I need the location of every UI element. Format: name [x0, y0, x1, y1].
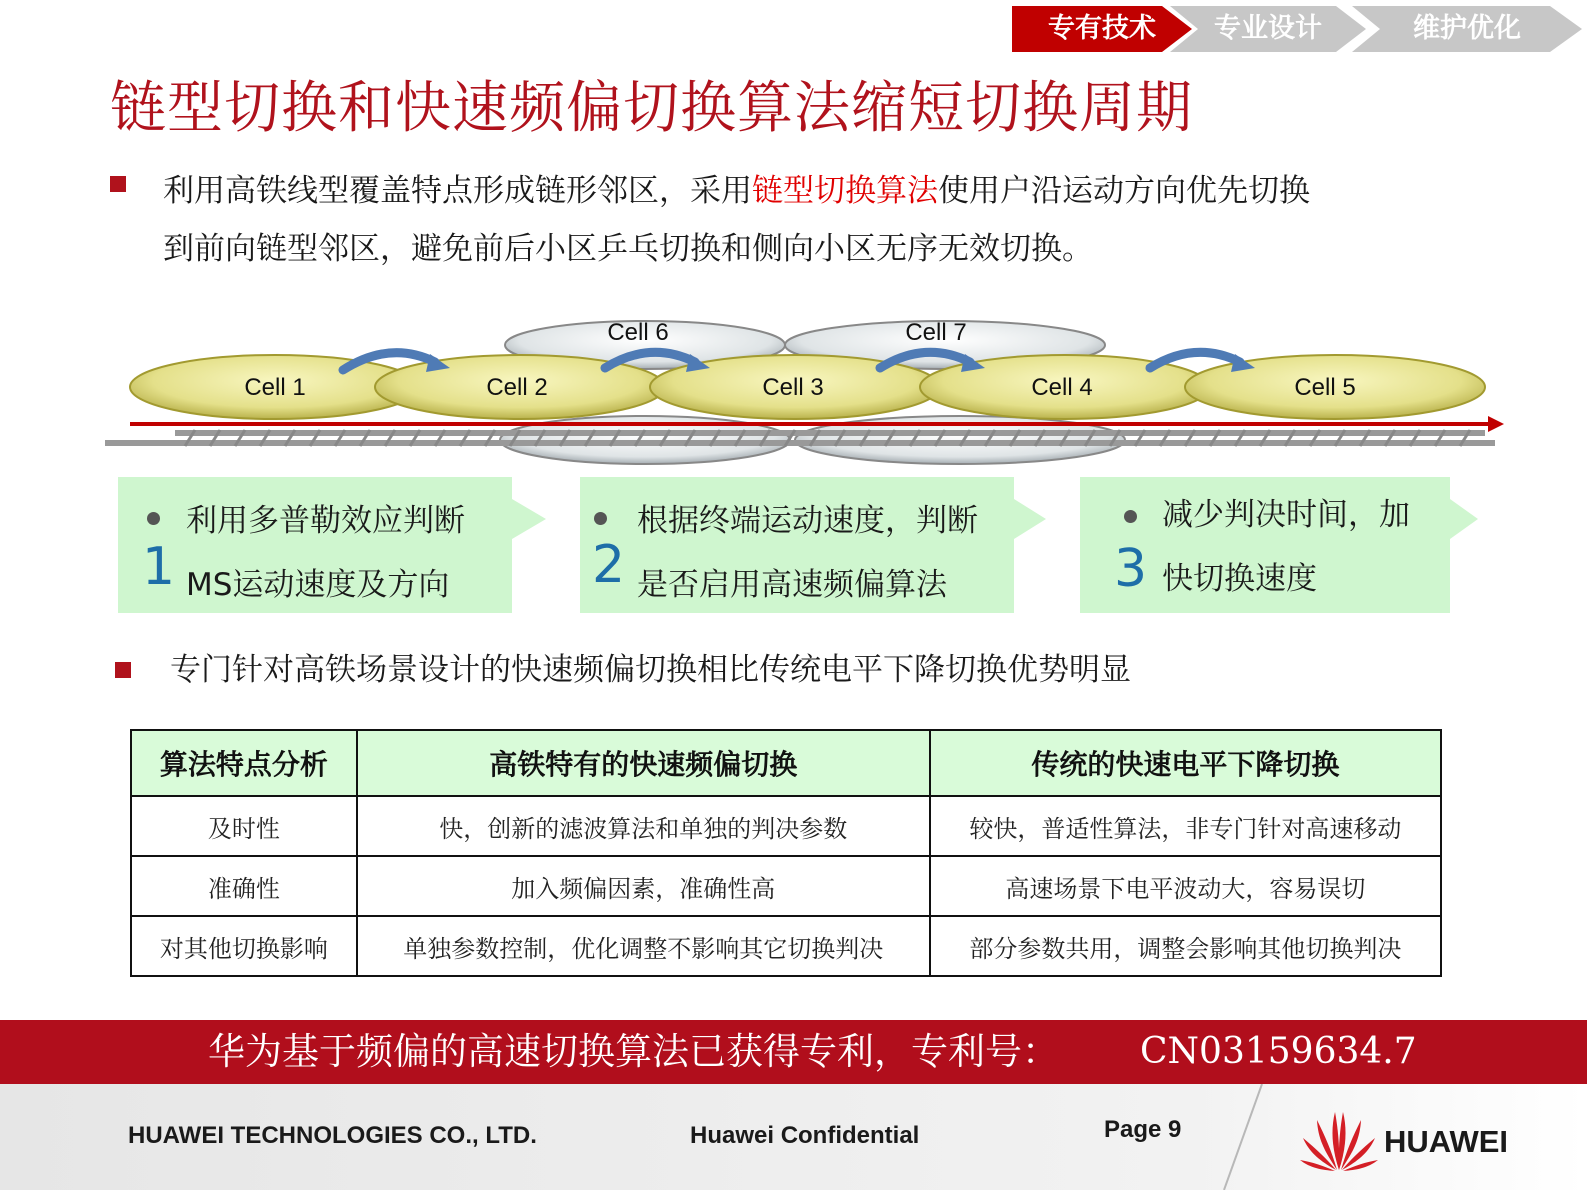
main-cell-label: Cell 4: [1031, 374, 1093, 401]
page-title: 链型切换和快速频偏切换算法缩短切换周期: [110, 76, 1193, 141]
step-number: 3: [1114, 539, 1148, 599]
main-cell-label: Cell 1: [244, 374, 306, 401]
breadcrumb-item-proprietary-tech: [1012, 6, 1192, 52]
footer-company: HUAWEI TECHNOLOGIES CO., LTD.: [128, 1122, 537, 1149]
bullet-comparison: 专门针对高铁场景设计的快速频偏切换相比传统电平下降切换优势明显: [170, 652, 1131, 688]
table-cell: 高速场景下电平波动大，容易误切: [930, 856, 1441, 916]
table-header: 算法特点分析: [131, 730, 357, 796]
table-row: [131, 856, 1441, 916]
step-line: 是否启用高速频偏算法: [637, 567, 947, 603]
chain-cell-diagram: [100, 300, 1520, 480]
step-3: [1080, 477, 1480, 613]
comparison-table: [130, 729, 1442, 977]
table-cell: 及时性: [131, 796, 357, 856]
huawei-logo-text: HUAWEI: [1384, 1124, 1508, 1159]
step-number: 2: [592, 535, 626, 595]
main-cell-label: Cell 2: [486, 374, 548, 401]
table-cell: 部分参数共用，调整会影响其他切换判决: [930, 916, 1441, 976]
breadcrumb-item-maintenance: [1352, 6, 1582, 52]
main-cell-label: Cell 3: [762, 374, 824, 401]
bullet-text: 使用户沿运动方向优先切换: [938, 173, 1310, 209]
bullet-dot: [1124, 510, 1137, 523]
bullet-dot: [594, 512, 607, 525]
step-line: 减少判决时间，加: [1162, 497, 1410, 533]
step-2: [580, 477, 1048, 613]
table-row: [131, 796, 1441, 856]
table-cell: 加入频偏因素，准确性高: [357, 856, 930, 916]
side-cell-label: Cell 7: [905, 319, 967, 346]
bullet-text: 到前向链型邻区，避免前后小区乒乓切换和侧向小区无序无效切换。: [163, 231, 1093, 267]
table-cell: 准确性: [131, 856, 357, 916]
patent-text: 华为基于频偏的高速切换算法已获得专利，专利号：: [208, 1030, 1059, 1073]
breadcrumb-label: 维护优化: [1413, 13, 1521, 44]
table-header-row: [131, 730, 1441, 796]
direction-arrowhead: [1488, 416, 1504, 432]
bullet-square: [110, 176, 126, 192]
bullet-dot: [147, 512, 160, 525]
bullet-text: 利用高铁线型覆盖特点形成链形邻区，采用: [163, 173, 752, 209]
step-line: 快切换速度: [1162, 561, 1317, 597]
bullet-highlight: 链型切换算法: [752, 173, 938, 209]
patent-number: CN03159634.7: [1140, 1031, 1417, 1072]
bullet-square: [115, 662, 131, 678]
bullet-chain-handover: [163, 162, 1493, 278]
table-cell: 单独参数控制，优化调整不影响其它切换判决: [357, 916, 930, 976]
step-line: 根据终端运动速度，判断: [637, 503, 978, 539]
huawei-logo-icon: [1300, 1106, 1378, 1172]
breadcrumb-label: 专有技术: [1048, 13, 1156, 44]
step-line: MS运动速度及方向: [186, 567, 450, 603]
table-cell: 对其他切换影响: [131, 916, 357, 976]
table-cell: 快，创新的滤波算法和单独的判决参数: [357, 796, 930, 856]
step-line: 利用多普勒效应判断: [186, 503, 465, 539]
breadcrumb-item-professional-design: [1170, 6, 1366, 52]
step-number: 1: [142, 537, 176, 597]
step-1: [118, 477, 548, 613]
breadcrumb: [1012, 6, 1582, 52]
table-header: 高铁特有的快速频偏切换: [357, 730, 930, 796]
patent-banner: [0, 1020, 1587, 1084]
table-row: [131, 916, 1441, 976]
table-cell: 较快，普适性算法，非专门针对高速移动: [930, 796, 1441, 856]
footer-page-number: Page 9: [1104, 1116, 1182, 1143]
table-header: 传统的快速电平下降切换: [930, 730, 1441, 796]
main-cell-label: Cell 5: [1294, 374, 1356, 401]
breadcrumb-label: 专业设计: [1214, 13, 1322, 44]
side-cell-label: Cell 6: [607, 319, 669, 346]
footer-confidential: Huawei Confidential: [690, 1122, 920, 1149]
